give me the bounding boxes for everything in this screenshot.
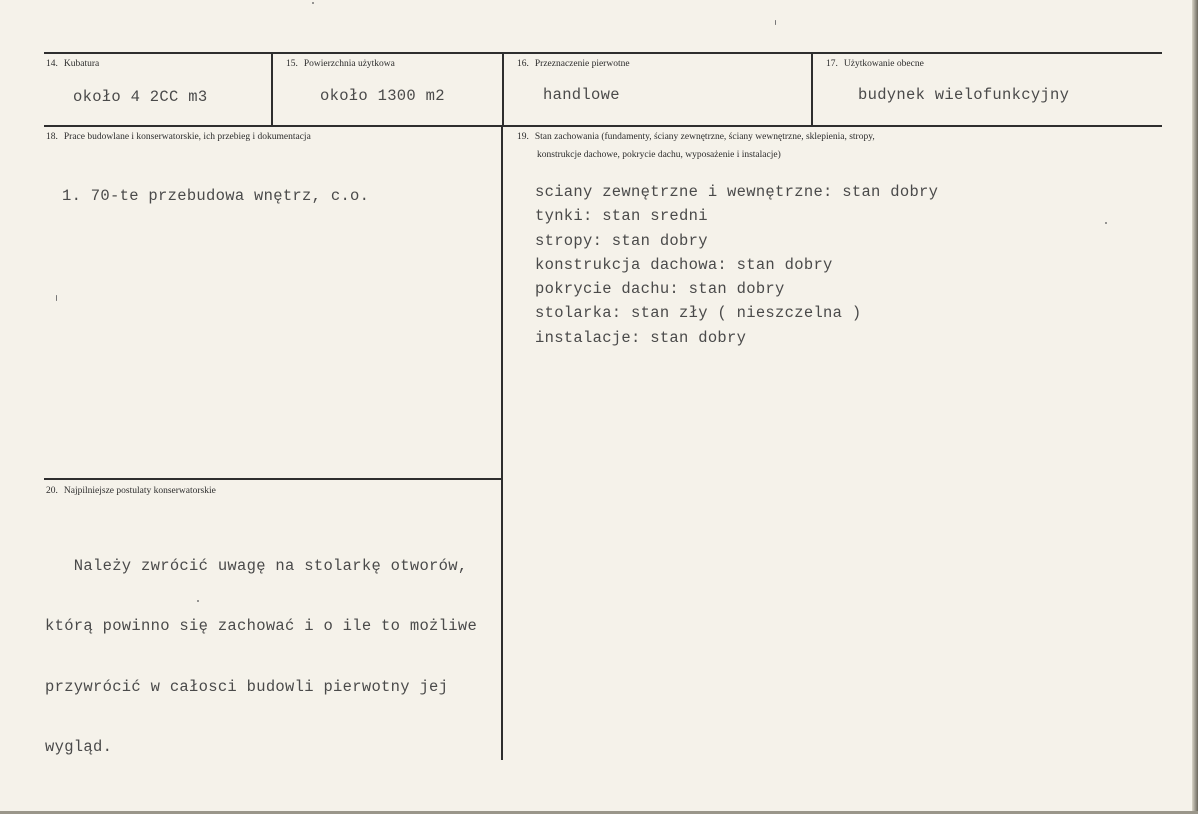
condition-line-installations: instalacje: stan dobry [535,328,747,347]
field-14-value: około 4 2CC m3 [73,88,208,106]
field-19-title-line1: Stan zachowania (fundamenty, ściany zewnętrzne, ściany wewnętrzne, sklepienia, stropy, [534,132,875,142]
field-14-number: 14. [46,59,58,69]
field-17-title: Użytkowanie obecne [843,59,924,69]
field-20-value [45,518,477,795]
field-14-label [46,57,99,71]
postulate-line-4: wygląd. [45,737,113,756]
row1-bottom-rule [44,125,1162,127]
field-16-value: handlowe [543,86,620,104]
field20-top-rule [44,478,501,480]
field-16-title: Przeznaczenie pierwotne [534,59,630,69]
divider-15-16 [502,53,504,126]
top-rule [44,52,1162,54]
divider-main-columns [501,126,503,760]
field-20-title: Najpilniejsze postulaty konserwatorskie [63,486,216,496]
field-17-number: 17. [826,59,838,69]
field-18-label [46,130,311,144]
field-20-number: 20. [46,486,58,496]
field-15-number: 15. [286,59,298,69]
field-20-label [46,484,216,498]
field-16-label [517,57,630,71]
field-19-label-line2: konstrukcje dachowe, pokrycie dachu, wyposażenie i instalacje) [537,150,781,160]
field-15-title: Powierzchnia użytkowa [303,59,395,69]
condition-line-walls: sciany zewnętrzne i wewnętrzne: stan dobry [535,183,939,201]
field-18-number: 18. [46,132,58,142]
field-19-label [517,130,875,144]
condition-line-roofing: pokrycie dachu: stan dobry [535,280,785,299]
field-18-value: 1. 70-te przebudowa wnętrz, c.o. [62,187,370,205]
divider-16-17 [811,53,813,126]
card-edge-right [1192,0,1198,814]
condition-line-ceilings: stropy: stan dobry [535,231,708,250]
condition-line-roof-structure: konstrukcja dachowa: stan dobry [535,255,833,274]
field-17-label [826,57,924,71]
paper-speck [1105,222,1107,224]
field-18-title: Prace budowlane i konserwatorskie, ich przebieg i dokumentacja [63,132,311,142]
field-19-value [535,180,938,350]
divider-14-15 [271,53,273,126]
condition-line-joinery: stolarka: stan zły ( nieszczelna ) [535,304,862,323]
paper-speck [197,600,199,602]
field-19-number: 19. [517,132,529,142]
postulate-line-3: przywrócić w całosci budowli pierwotny jej [45,677,449,696]
field-15-value: około 1300 m2 [320,87,445,105]
paper-speck [312,2,314,4]
postulate-line-2: którą powinno się zachować i o ile to możliwe [45,617,478,636]
postulate-line-1: Należy zwrócić uwagę na stolarkę otworów, [45,557,468,575]
field-16-number: 16. [517,59,529,69]
field-15-label [286,57,395,71]
field-17-value: budynek wielofunkcyjny [858,86,1070,104]
condition-line-plaster: tynki: stan sredni [535,207,708,226]
paper-speck [56,295,57,301]
field-14-title: Kubatura [63,59,100,69]
paper-speck [775,20,776,25]
